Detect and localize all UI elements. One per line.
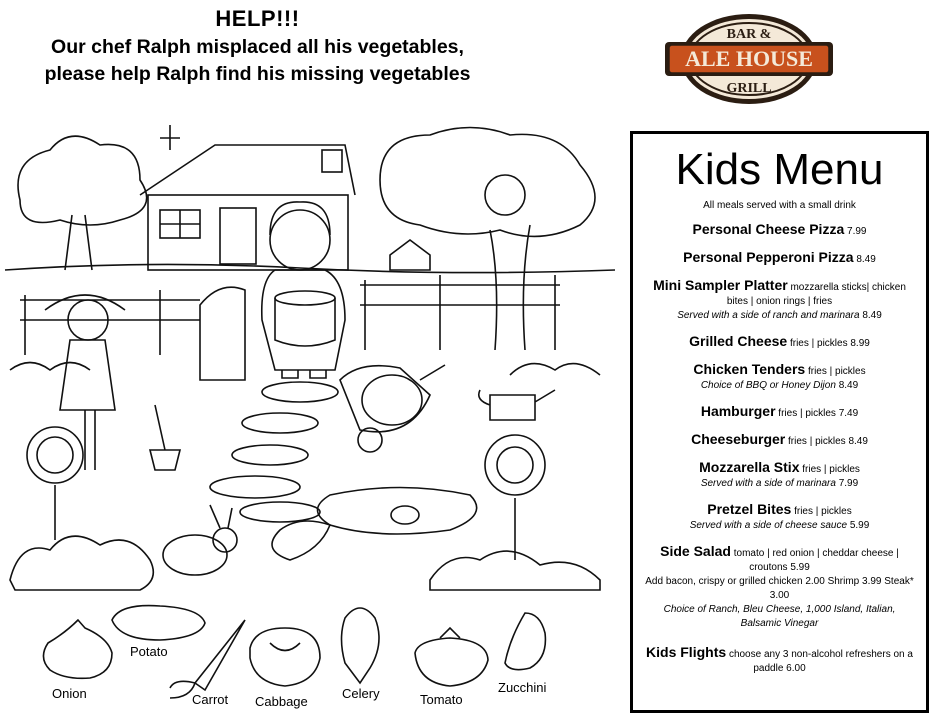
menu-item (633, 222, 926, 239)
item-price: 8.99 (850, 338, 870, 349)
item-price: 5.99 (849, 520, 870, 531)
veg-label-carrot: Carrot (192, 692, 229, 707)
salad-addons: Add bacon, crispy or grilled chicken 2.00 Shrimp 3.99 Steak* 3.00 (645, 576, 914, 601)
item-price: 7.99 (838, 478, 859, 489)
menu-note: All meals served with a small drink (703, 200, 856, 211)
item-price: 6.00 (786, 663, 806, 674)
item-desc: tomato | red onion | cheddar cheese | croutons (733, 548, 899, 573)
item-sub: Choice of Ranch, Bleu Cheese, 1,000 Island, Italian, Balsamic Vinegar (663, 604, 896, 629)
help-line-1: Our chef Ralph misplaced all his vegetables, (51, 36, 464, 58)
right-tree-icon (380, 128, 595, 351)
house-icon (140, 125, 355, 270)
help-line-2: please help Ralph find his missing vegetables (44, 63, 471, 85)
item-desc: fries | pickles (778, 408, 836, 419)
veg-label-zucchini: Zucchini (498, 680, 547, 695)
menu-item (633, 250, 926, 267)
item-name: Side Salad (660, 543, 731, 559)
rabbit-icon (163, 505, 237, 575)
item-name: Mini Sampler Platter (653, 277, 788, 293)
item-sub (643, 309, 916, 323)
item-sub-text: Served with a side of ranch and marinara (677, 310, 860, 321)
sunflower-icon (27, 427, 545, 560)
celery-icon (342, 608, 380, 683)
menu-item (633, 334, 926, 351)
item-sub (643, 477, 916, 491)
item-name: Chicken Tenders (693, 361, 806, 377)
potato-icon (112, 606, 205, 640)
zucchini-icon (505, 613, 545, 670)
item-desc: mozzarella sticks| chicken bites | onion rings | fries (726, 282, 906, 307)
vegetables-legend (0, 598, 620, 719)
coloring-scene (0, 120, 620, 600)
left-tree-icon (18, 136, 147, 270)
menu-item (633, 404, 926, 421)
veg-label-celery: Celery (342, 686, 380, 701)
veg-label-potato: Potato (130, 644, 168, 659)
item-sub-text: Choice of BBQ or Honey Dijon (700, 380, 836, 391)
item-price: 7.99 (847, 226, 867, 237)
tomato-icon (415, 628, 488, 686)
item-sub (643, 519, 916, 533)
item-desc: fries | pickles (802, 464, 860, 475)
item-price: 8.49 (856, 254, 876, 265)
item-name: Kids Flights (646, 644, 727, 660)
item-sub-text: Served with a side of marinara (700, 478, 836, 489)
menu-item (633, 502, 926, 533)
item-name: Personal Cheese Pizza (692, 221, 845, 237)
veg-label-cabbage: Cabbage (255, 694, 308, 709)
item-desc: fries | pickles (789, 338, 848, 349)
menu-item (633, 432, 926, 449)
item-desc: choose any 3 non-alcohol refreshers on a paddle (728, 649, 913, 674)
veg-label-tomato: Tomato (420, 692, 463, 707)
carrot-icon (170, 620, 245, 698)
menu-item (633, 362, 926, 393)
logo-middle-text: ALE HOUSE (685, 46, 813, 71)
menu-title: Kids Menu (675, 145, 884, 194)
help-title: HELP!!! (215, 6, 300, 31)
item-price: 8.49 (862, 310, 882, 321)
item-sub-text: Served with a side of cheese sauce (689, 520, 848, 531)
menu-item-salad (633, 544, 926, 631)
wheelbarrow-icon (340, 365, 445, 452)
item-desc: fries | pickles (794, 506, 852, 517)
fence-icon (20, 275, 560, 355)
menu-item-flights (633, 645, 926, 676)
logo-top-text: BAR & (726, 27, 772, 42)
logo-bottom-text: GRILL (726, 81, 772, 96)
item-desc: fries | pickles (788, 436, 846, 447)
puzzle-heading (20, 6, 495, 88)
item-price: 8.49 (848, 436, 868, 447)
item-name: Personal Pepperoni Pizza (683, 249, 854, 265)
item-desc: fries | pickles (807, 366, 866, 377)
item-name: Hamburger (700, 403, 776, 419)
menu-item (633, 278, 926, 323)
item-name: Cheeseburger (691, 431, 786, 447)
stepping-stones (210, 382, 338, 522)
chef-ralph-icon (262, 202, 345, 378)
kids-menu (630, 131, 929, 713)
item-price: 5.99 (790, 562, 810, 573)
item-name: Pretzel Bites (707, 501, 792, 517)
item-price: 7.49 (838, 408, 859, 419)
item-name: Grilled Cheese (689, 333, 788, 349)
item-sub (643, 379, 916, 393)
menu-item (633, 460, 926, 491)
veg-label-onion: Onion (52, 686, 87, 701)
scarecrow-icon (45, 295, 125, 470)
item-price: 8.49 (838, 380, 859, 391)
cabbage-icon (250, 628, 320, 686)
bar-ale-house-logo (663, 12, 835, 106)
item-name: Mozzarella Stix (699, 459, 800, 475)
onion-icon (43, 620, 112, 678)
